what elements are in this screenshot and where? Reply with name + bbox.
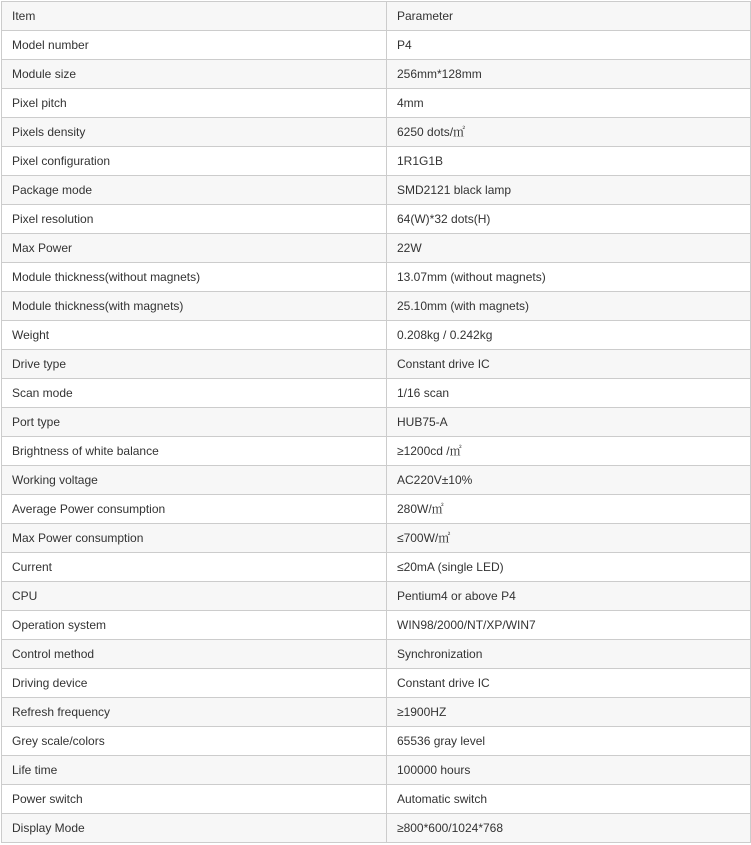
table-row xyxy=(2,640,751,669)
row-item: Grey scale/colors xyxy=(2,727,387,756)
table-row xyxy=(2,553,751,582)
row-item: Package mode xyxy=(2,176,387,205)
table-row xyxy=(2,31,751,60)
row-item: Max Power consumption xyxy=(2,524,387,553)
table-row xyxy=(2,698,751,727)
row-parameter: 1/16 scan xyxy=(387,379,751,408)
table-row xyxy=(2,292,751,321)
row-parameter: 0.208kg / 0.242kg xyxy=(387,321,751,350)
row-item: Model number xyxy=(2,31,387,60)
row-parameter: 6250 dots/㎡ xyxy=(387,118,751,147)
row-item: Max Power xyxy=(2,234,387,263)
table-row xyxy=(2,205,751,234)
row-item: Display Mode xyxy=(2,814,387,843)
table-row xyxy=(2,785,751,814)
row-parameter: 1R1G1B xyxy=(387,147,751,176)
table-row xyxy=(2,437,751,466)
row-parameter: 65536 gray level xyxy=(387,727,751,756)
row-parameter: Constant drive IC xyxy=(387,669,751,698)
row-item: Module size xyxy=(2,60,387,89)
spec-table xyxy=(1,1,751,843)
row-item: Pixel pitch xyxy=(2,89,387,118)
table-row xyxy=(2,118,751,147)
row-parameter: 13.07mm (without magnets) xyxy=(387,263,751,292)
row-parameter: 280W/㎡ xyxy=(387,495,751,524)
row-item: Average Power consumption xyxy=(2,495,387,524)
row-parameter: ≥800*600/1024*768 xyxy=(387,814,751,843)
table-row xyxy=(2,379,751,408)
row-item: Weight xyxy=(2,321,387,350)
row-parameter: 22W xyxy=(387,234,751,263)
row-item: Scan mode xyxy=(2,379,387,408)
row-parameter: Pentium4 or above P4 xyxy=(387,582,751,611)
row-item: Current xyxy=(2,553,387,582)
table-row xyxy=(2,524,751,553)
table-row xyxy=(2,263,751,292)
row-parameter: ≤20mA (single LED) xyxy=(387,553,751,582)
row-item: Pixel configuration xyxy=(2,147,387,176)
table-row xyxy=(2,756,751,785)
row-parameter: ≥1200cd /㎡ xyxy=(387,437,751,466)
table-row xyxy=(2,234,751,263)
table-row xyxy=(2,669,751,698)
table-row xyxy=(2,495,751,524)
row-item: Pixel resolution xyxy=(2,205,387,234)
row-item: Operation system xyxy=(2,611,387,640)
row-item: Refresh frequency xyxy=(2,698,387,727)
table-row xyxy=(2,814,751,843)
row-parameter: AC220V±10% xyxy=(387,466,751,495)
table-row xyxy=(2,321,751,350)
row-parameter: 256mm*128mm xyxy=(387,60,751,89)
row-item: Port type xyxy=(2,408,387,437)
table-row xyxy=(2,466,751,495)
header-item: Item xyxy=(2,2,387,31)
row-item: Power switch xyxy=(2,785,387,814)
row-item: CPU xyxy=(2,582,387,611)
row-item: Driving device xyxy=(2,669,387,698)
row-parameter: Automatic switch xyxy=(387,785,751,814)
row-parameter: Synchronization xyxy=(387,640,751,669)
row-parameter: Constant drive IC xyxy=(387,350,751,379)
row-item: Life time xyxy=(2,756,387,785)
table-row xyxy=(2,176,751,205)
row-parameter: 4mm xyxy=(387,89,751,118)
table-row xyxy=(2,60,751,89)
row-item: Drive type xyxy=(2,350,387,379)
table-row xyxy=(2,727,751,756)
row-parameter: WIN98/2000/NT/XP/WIN7 xyxy=(387,611,751,640)
table-row xyxy=(2,89,751,118)
table-row xyxy=(2,611,751,640)
row-parameter: ≥1900HZ xyxy=(387,698,751,727)
row-item: Module thickness(with magnets) xyxy=(2,292,387,321)
row-item: Control method xyxy=(2,640,387,669)
table-header-row xyxy=(2,2,751,31)
row-parameter: HUB75-A xyxy=(387,408,751,437)
row-parameter: 25.10mm (with magnets) xyxy=(387,292,751,321)
row-parameter: 100000 hours xyxy=(387,756,751,785)
row-parameter: ≤700W/㎡ xyxy=(387,524,751,553)
table-row xyxy=(2,582,751,611)
spec-table-body xyxy=(2,2,751,843)
table-row xyxy=(2,147,751,176)
row-item: Working voltage xyxy=(2,466,387,495)
row-item: Brightness of white balance xyxy=(2,437,387,466)
row-parameter: P4 xyxy=(387,31,751,60)
table-row xyxy=(2,350,751,379)
row-parameter: SMD2121 black lamp xyxy=(387,176,751,205)
row-item: Module thickness(without magnets) xyxy=(2,263,387,292)
row-item: Pixels density xyxy=(2,118,387,147)
row-parameter: 64(W)*32 dots(H) xyxy=(387,205,751,234)
header-parameter: Parameter xyxy=(387,2,751,31)
table-row xyxy=(2,408,751,437)
